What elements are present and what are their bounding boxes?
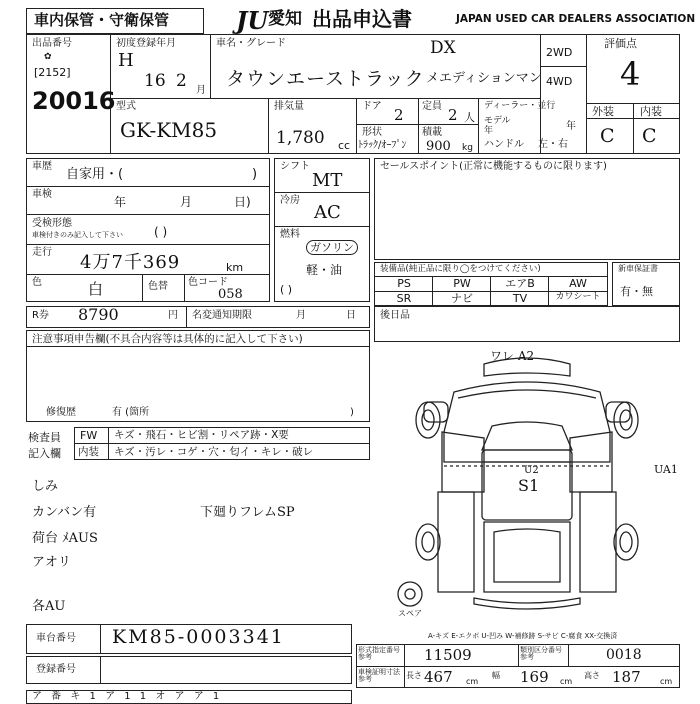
mileage-label: 走行 (32, 247, 52, 258)
class-value: 0018 (606, 647, 642, 663)
inspector-interior-items: キズ・汚レ・コゲ・穴・匂イ・キレ・破レ (114, 446, 314, 458)
registration-era: H (118, 50, 134, 71)
equipment-item: TV (512, 292, 528, 305)
fuel-diesel: 軽・油 (306, 263, 343, 277)
inspector-fw: FW (80, 429, 98, 442)
association-name: JAPAN USED CAR DEALERS ASSOCIATION (456, 13, 696, 25)
equipment-item: PW (453, 277, 471, 290)
capacity-label: 定員 (422, 101, 442, 112)
damage-mark-roof: U2 (524, 465, 539, 476)
fuel-label: 燃料 (280, 229, 300, 240)
equipment-item: カワシート (555, 292, 601, 302)
steering-options: 左・右 (538, 139, 568, 150)
displacement-label: 排気量 (274, 101, 304, 112)
transfer-label: 受検形態 (32, 218, 72, 229)
mileage-value: 4万7千369 (80, 252, 181, 273)
interior-label: 内装 (640, 105, 662, 118)
model-year-label: モデル (484, 116, 511, 126)
capacity-value: 2 (448, 106, 458, 124)
class-label: 類別区分番号 参考 (520, 646, 562, 661)
doors-label: ドア (362, 101, 382, 112)
footer-partial: ア 番 キ 1 ア 1 1 オ ア ア 1 (32, 691, 223, 702)
reg-number-label: 登録番号 (36, 664, 76, 675)
notes-label: 注意事項申告欄(不具合内容等は具体的に記入して下さい) (32, 333, 303, 345)
frame-note: 下廻りフレムSP (200, 505, 295, 520)
equipment-item: PS (397, 277, 411, 290)
sales-point-box (374, 158, 680, 260)
model-label: 型式 (116, 101, 136, 112)
inspector-line-4: アオリ (32, 555, 71, 570)
history-label: 車歴 (32, 161, 52, 172)
load-unit: kg (462, 143, 473, 153)
color-code-label: 色コード (188, 277, 228, 288)
storage-note: 車内保管・守衛保管 (34, 11, 170, 29)
recycle-label: R券 (32, 310, 49, 321)
remarks-box (374, 306, 680, 342)
chassis-label: 車台番号 (36, 633, 76, 644)
repair-close: ) (350, 407, 354, 418)
model-year-year: 年 (484, 126, 494, 136)
new-warranty-value: 有・無 (620, 285, 653, 298)
inspector-label-2: 記入欄 (28, 447, 61, 460)
registration-month-suffix: 月 (196, 85, 206, 96)
color-code: 058 (218, 287, 243, 302)
registration-label: 初度登録年月 (116, 38, 176, 49)
inspector-label-1: 検査員 (28, 431, 61, 444)
repair-label: 修復歴 (46, 407, 76, 418)
load-label: 積載 (422, 127, 442, 138)
shape-label: 形状 (362, 127, 382, 138)
shift-label: シフト (280, 161, 310, 172)
evaluation-score: 4 (620, 55, 641, 93)
capacity-unit: 人 (464, 111, 475, 124)
displacement-value: 1,780 (276, 128, 325, 148)
width-unit: cm (560, 677, 573, 686)
registration-year: 16 (144, 71, 166, 91)
shift-value: MT (312, 170, 343, 191)
recycle-value: 8790 (78, 305, 119, 324)
exterior-grade: C (600, 125, 615, 147)
equipment-item: エアB (505, 277, 535, 290)
lot-stamp-icon: ✿ (44, 52, 52, 62)
inspector-line-3: 荷台 ﾒAUS (32, 531, 98, 546)
transfer-note: 車検付きのみ記入して下さい (32, 231, 123, 239)
height-unit: cm (660, 677, 673, 686)
spare-label: スペア (398, 609, 422, 618)
transfer-paren: ( ) (154, 225, 168, 239)
form-cert-label: 形式指定番号 参考 (358, 646, 400, 661)
width-key: 幅 (492, 671, 500, 680)
ju-logo-mark: JU (236, 6, 269, 35)
steering-label: ハンドル (484, 139, 524, 150)
car-name: タウンエーストラック (226, 68, 425, 90)
load-value: 900 (426, 139, 451, 154)
length-key: 長さ (406, 671, 422, 680)
lot-label: 出品番号 (32, 38, 72, 49)
form-title: 出品申込書 (312, 7, 412, 31)
name-change-month: 月 (296, 310, 306, 321)
repair-value: 有 (箇所 (112, 407, 150, 418)
width-value: 169 (520, 668, 549, 686)
registration-month: 2 (176, 71, 187, 91)
length-value: 467 (424, 668, 453, 686)
color-value: 白 (88, 280, 104, 298)
model-value: GK-KM85 (120, 118, 218, 142)
equipment-item: ナビ (451, 292, 473, 305)
inspector-fw-items: キズ・飛石・ヒビ割・リペア跡・X要 (114, 429, 289, 441)
recycle-unit: 円 (168, 310, 178, 321)
inspector-line-2: カンバン有 (32, 505, 97, 520)
inspector-line-6: 各AU (32, 599, 66, 614)
fuel-paren: ( ) (280, 283, 293, 296)
car-name-label: 車名・グレード (216, 38, 286, 49)
inspector-line-1: しみ (32, 479, 59, 494)
drive-2wd: 2WD (546, 46, 573, 59)
inspector-interior: 内装 (78, 446, 99, 458)
chassis-value: KM85-0003341 (112, 626, 285, 648)
height-key: 高さ (584, 671, 600, 680)
displacement-unit: cc (338, 139, 351, 152)
color-label: 色 (32, 277, 42, 288)
drive-4wd: 4WD (546, 75, 573, 88)
damage-mark-side: UA1 (654, 463, 678, 476)
height-value: 187 (612, 668, 641, 686)
evaluation-label: 評価点 (604, 37, 637, 50)
equipment-item: AW (569, 277, 587, 290)
cooling-value: AC (314, 202, 341, 223)
length-label: 車検証明寸法 参考 (358, 668, 400, 683)
model-year-suffix: 年 (566, 121, 576, 132)
exterior-label: 外装 (592, 105, 614, 118)
cooling-label: 冷房 (280, 195, 300, 206)
sales-point-label: セールスポイント(正常に機能するものに限ります) (380, 161, 607, 172)
length-unit: cm (466, 677, 479, 686)
mileage-unit: km (226, 261, 244, 274)
remarks-label: 後日品 (380, 310, 410, 321)
fuel-selected: ガソリン (306, 240, 358, 255)
doors-value: 2 (394, 106, 404, 124)
name-change-day: 日 (346, 310, 356, 321)
car-grade: メエディションマン (426, 71, 542, 86)
history-value: 自家用・( (66, 167, 124, 182)
lot-sub-number: [2152] (34, 66, 71, 79)
inspection-label: 車検 (32, 189, 52, 200)
car-grade-code: DX (430, 38, 456, 58)
color-original-label: 色替 (148, 281, 168, 292)
inspection-year: 年 (114, 195, 127, 209)
diagram-legend: A-キズ E-エクボ U-凹み W-補修跡 S-サビ C-腐食 XX-交換済 (428, 632, 618, 640)
damage-mark-top: ワレ A2 (490, 349, 535, 363)
shape-value: ﾄﾗｯｸ/ｵｰﾌﾟﾝ (358, 140, 407, 151)
lot-number: 20016 (32, 87, 116, 115)
inspection-day: 日) (234, 195, 251, 209)
form-cert-value: 11509 (424, 646, 472, 664)
equipment-item: SR (396, 292, 412, 305)
dealer-label: ディーラー・並行 (484, 101, 556, 111)
interior-grade: C (642, 125, 657, 147)
history-close: ) (252, 167, 258, 182)
inspection-month: 月 (180, 195, 193, 209)
equipment-label: 装備品(純正品に限り◯をつけてください) (380, 264, 541, 274)
damage-mark-roof2: S1 (518, 476, 540, 495)
name-change-label: 名変通知期限 (192, 310, 252, 321)
ju-logo-text: 愛知 (268, 9, 302, 29)
new-warranty-label: 新車保証書 (618, 264, 658, 273)
